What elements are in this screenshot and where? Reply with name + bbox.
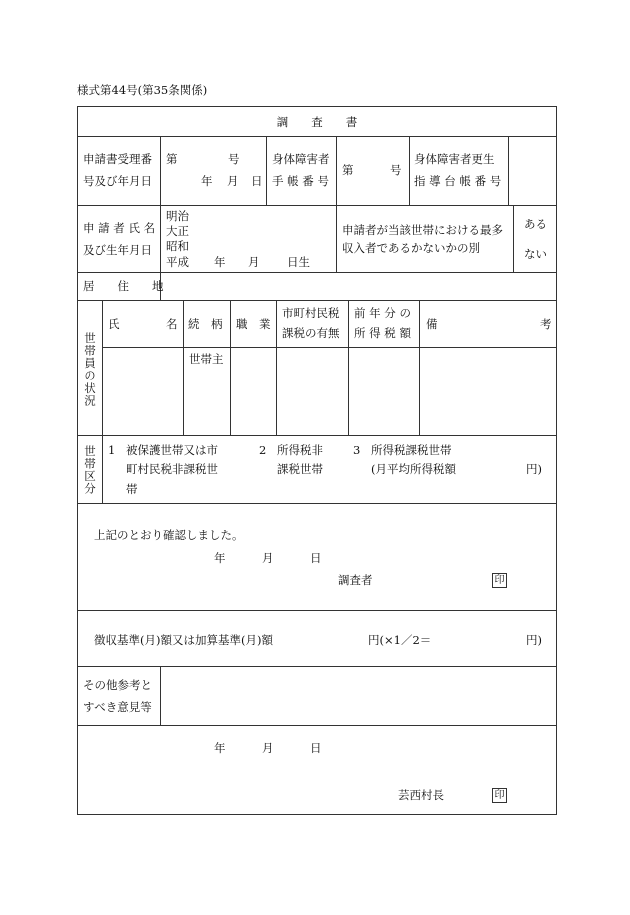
top-income-yes: ある	[524, 217, 547, 231]
form-title: 調 査 書	[276, 115, 358, 129]
investigator-seal: 印	[492, 573, 507, 588]
opinion-label: その他参考と	[83, 678, 152, 692]
household-head: 世帯主	[189, 352, 224, 366]
investigator-label: 調査者	[338, 573, 373, 587]
applicant-label: 申 請 者 氏 名	[83, 221, 156, 235]
mayor-label: 芸西村長	[398, 788, 444, 802]
confirm-text: 上記のとおり確認しました。	[94, 528, 244, 542]
form-label: 様式第44号(第35条関係)	[77, 83, 208, 97]
application-label: 申請書受理番	[83, 152, 152, 166]
category-label: 世帯区分	[83, 445, 97, 495]
rehab-book-label: 身体障害者更生	[414, 152, 495, 166]
household-label: 世帯員の状況	[83, 332, 97, 407]
residence-label: 居 住 地	[83, 279, 164, 293]
disability-book-label: 身体障害者	[272, 152, 330, 166]
top-income-label: 申請者が当該世帯における最多	[342, 223, 503, 237]
top-income-no: ない	[524, 247, 547, 261]
mayor-seal: 印	[492, 788, 507, 803]
standard-amount-text: 徴収基準(月)額又は加算基準(月)額	[94, 633, 273, 647]
